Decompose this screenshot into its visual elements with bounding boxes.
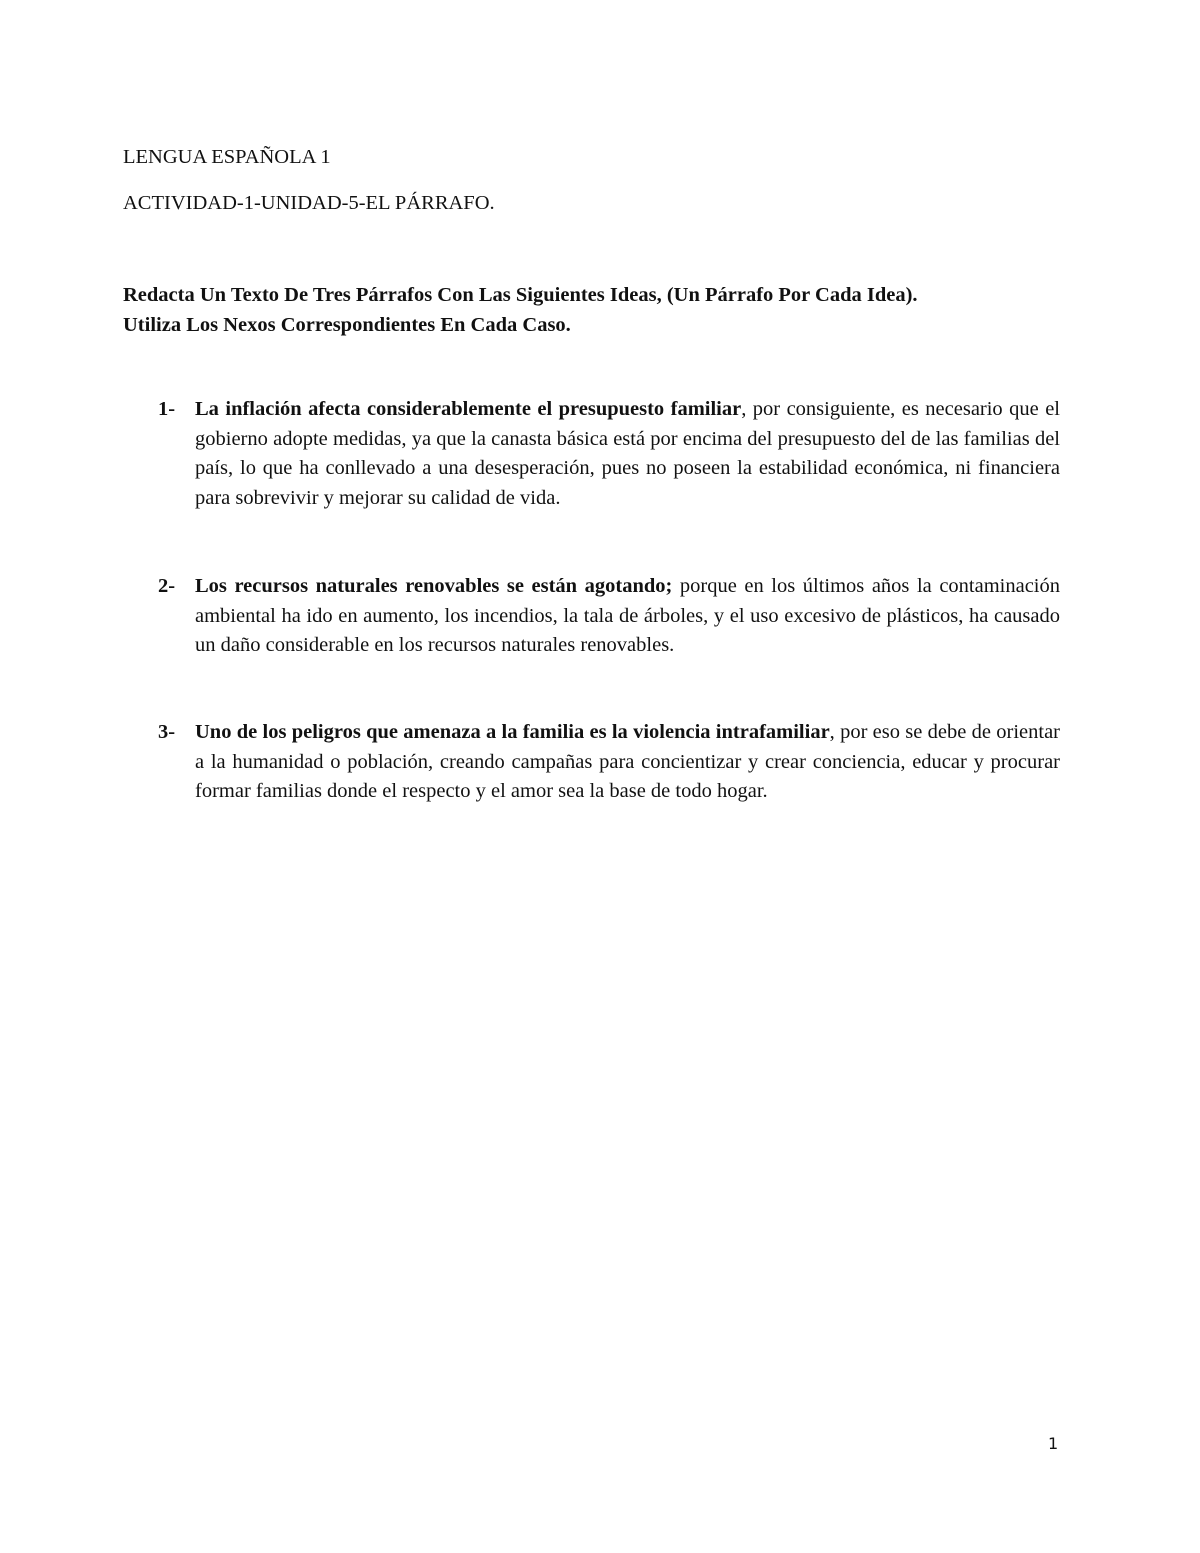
instructions bbox=[123, 280, 1083, 340]
list-item-number: 3- bbox=[158, 721, 176, 743]
list-item-body-text: , por eso se debe de orientar a la humanidad o población, creando campañas para concientizar y crear conciencia, educar y procurar formar familias donde el respecto y el amor sea la base de todo hogar. bbox=[195, 721, 1060, 802]
list-item bbox=[158, 395, 1060, 513]
course-heading: LENGUA ESPAÑOLA 1 bbox=[123, 146, 331, 168]
list-item-bold-phrase: Los recursos naturales renovables se están agotando; bbox=[195, 575, 673, 597]
list-item-number: 2- bbox=[158, 575, 176, 597]
list-item-text bbox=[195, 395, 1060, 513]
list-item-body-text: , por consiguiente, es necesario que el gobierno adopte medidas, ya que la canasta básica está por encima del presupuesto del de las familias del país, lo que ha conllevado a una desesperación, pues no poseen la estabilidad económica, ni financiera para sobrevivir y mejorar su calidad de vida. bbox=[195, 398, 1060, 509]
list-item-bold-phrase: La inflación afecta considerablemente el presupuesto familiar bbox=[195, 398, 742, 420]
page-number: 1 bbox=[1048, 1434, 1059, 1453]
list-item bbox=[158, 718, 1060, 807]
list-item-bold-phrase: Uno de los peligros que amenaza a la familia es la violencia intrafamiliar bbox=[195, 721, 830, 743]
list-item bbox=[158, 572, 1060, 661]
list-item-text bbox=[195, 572, 1060, 661]
instructions-line-2: Utiliza Los Nexos Correspondientes En Cada Caso. bbox=[123, 314, 571, 336]
list-item-text bbox=[195, 718, 1060, 807]
instructions-line-1: Redacta Un Texto De Tres Párrafos Con Las Siguientes Ideas, (Un Párrafo Por Cada Idea). bbox=[123, 284, 918, 306]
list-item-number: 1- bbox=[158, 398, 176, 420]
list-item-body-text: porque en los últimos años la contaminación ambiental ha ido en aumento, los incendios, la tala de árboles, y el uso excesivo de plásticos, ha causado un daño considerable en los recursos naturales renovables. bbox=[195, 575, 1060, 656]
activity-heading: ACTIVIDAD-1-UNIDAD-5-EL PÁRRAFO. bbox=[123, 192, 495, 214]
